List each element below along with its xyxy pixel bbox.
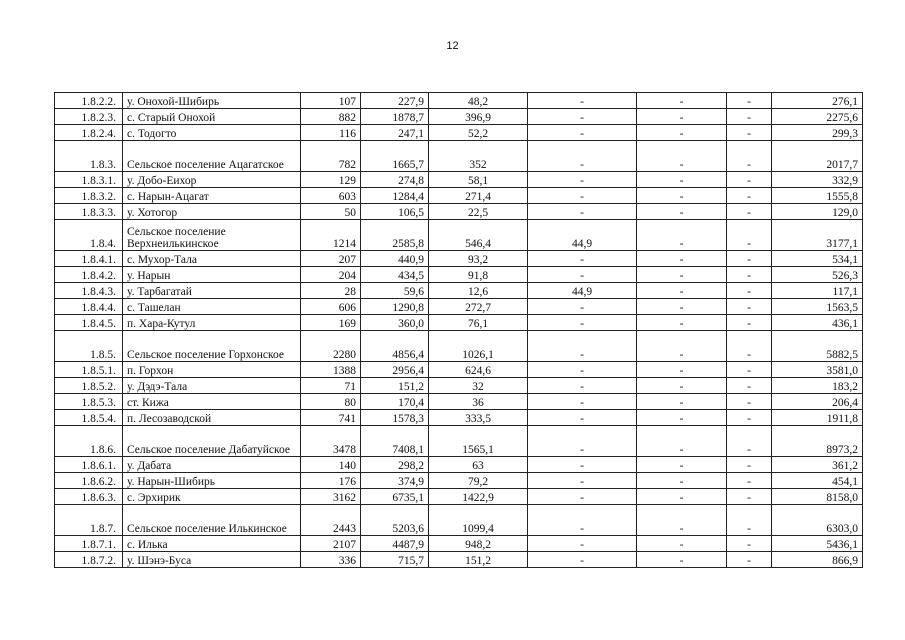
value-cell: -	[528, 141, 637, 172]
row-code-cell: 1.8.2.3.	[55, 109, 123, 125]
value-cell: 715,7	[361, 552, 429, 568]
value-cell: -	[727, 283, 772, 299]
total-cell: 1563,5	[772, 299, 863, 315]
row-name-cell: с. Эрхирик	[123, 489, 301, 505]
row-name-cell: с. Тодогто	[123, 125, 301, 141]
value-cell: 247,1	[361, 125, 429, 141]
value-cell: -	[727, 172, 772, 188]
value-cell: 1878,7	[361, 109, 429, 125]
value-cell: -	[637, 457, 727, 473]
value-cell: -	[727, 394, 772, 410]
value-cell: -	[637, 552, 727, 568]
population-cell: 71	[301, 378, 361, 394]
row-name-cell: Сельское поселение Илькинское	[123, 505, 301, 536]
table-row	[55, 331, 863, 362]
value-cell: 396,9	[429, 109, 528, 125]
table-row	[55, 378, 863, 394]
value-cell: -	[727, 362, 772, 378]
value-cell: -	[727, 378, 772, 394]
table-row	[55, 220, 863, 251]
value-cell: -	[528, 172, 637, 188]
value-cell: -	[528, 93, 637, 109]
value-cell: -	[528, 505, 637, 536]
value-cell: 227,9	[361, 93, 429, 109]
value-cell: -	[528, 315, 637, 331]
row-name-cell: п. Лесозаводской	[123, 410, 301, 426]
value-cell: -	[727, 204, 772, 220]
row-name-cell: с. Мухор-Тала	[123, 251, 301, 267]
total-cell: 117,1	[772, 283, 863, 299]
population-cell: 80	[301, 394, 361, 410]
row-code-cell: 1.8.4.2.	[55, 267, 123, 283]
row-code-cell: 1.8.6.3.	[55, 489, 123, 505]
total-cell: 534,1	[772, 251, 863, 267]
table-row	[55, 426, 863, 457]
value-cell: 352	[429, 141, 528, 172]
value-cell: 1026,1	[429, 331, 528, 362]
value-cell: -	[727, 125, 772, 141]
value-cell: -	[637, 299, 727, 315]
row-code-cell: 1.8.5.4.	[55, 410, 123, 426]
value-cell: -	[637, 109, 727, 125]
row-code-cell: 1.8.7.	[55, 505, 123, 536]
value-cell: -	[727, 267, 772, 283]
value-cell: 546,4	[429, 220, 528, 251]
row-name-cell: у. Нарын	[123, 267, 301, 283]
value-cell: -	[637, 267, 727, 283]
row-code-cell: 1.8.7.1.	[55, 536, 123, 552]
total-cell: 3177,1	[772, 220, 863, 251]
value-cell: -	[528, 125, 637, 141]
table-row	[55, 315, 863, 331]
total-cell: 2275,6	[772, 109, 863, 125]
total-cell: 6303,0	[772, 505, 863, 536]
total-cell: 332,9	[772, 172, 863, 188]
population-cell: 603	[301, 188, 361, 204]
row-name-cell: с. Ташелан	[123, 299, 301, 315]
value-cell: -	[637, 536, 727, 552]
value-cell: 4856,4	[361, 331, 429, 362]
population-cell: 140	[301, 457, 361, 473]
value-cell: 272,7	[429, 299, 528, 315]
population-cell: 176	[301, 473, 361, 489]
value-cell: 52,2	[429, 125, 528, 141]
row-code-cell: 1.8.4.1.	[55, 251, 123, 267]
value-cell: -	[637, 331, 727, 362]
table-row	[55, 251, 863, 267]
value-cell: 12,6	[429, 283, 528, 299]
total-cell: 361,2	[772, 457, 863, 473]
value-cell: 1665,7	[361, 141, 429, 172]
row-name-cell: у. Дабата	[123, 457, 301, 473]
value-cell: -	[528, 204, 637, 220]
value-cell: -	[637, 473, 727, 489]
population-cell: 606	[301, 299, 361, 315]
total-cell: 276,1	[772, 93, 863, 109]
total-cell: 526,3	[772, 267, 863, 283]
value-cell: -	[637, 362, 727, 378]
row-name-cell: у. Нарын-Шибирь	[123, 473, 301, 489]
value-cell: -	[637, 141, 727, 172]
row-name-cell: п. Хара-Кутул	[123, 315, 301, 331]
value-cell: 151,2	[429, 552, 528, 568]
total-cell: 8973,2	[772, 426, 863, 457]
value-cell: 271,4	[429, 188, 528, 204]
row-name-cell: с. Нарын-Ацагат	[123, 188, 301, 204]
value-cell: -	[637, 426, 727, 457]
value-cell: 2956,4	[361, 362, 429, 378]
row-name-cell: у. Хотогор	[123, 204, 301, 220]
population-cell: 3478	[301, 426, 361, 457]
value-cell: -	[727, 536, 772, 552]
total-cell: 206,4	[772, 394, 863, 410]
row-code-cell: 1.8.6.	[55, 426, 123, 457]
value-cell: -	[727, 473, 772, 489]
value-cell: 1422,9	[429, 489, 528, 505]
population-cell: 882	[301, 109, 361, 125]
value-cell: -	[727, 410, 772, 426]
value-cell: -	[727, 331, 772, 362]
total-cell: 183,2	[772, 378, 863, 394]
population-cell: 741	[301, 410, 361, 426]
value-cell: -	[637, 283, 727, 299]
value-cell: -	[637, 93, 727, 109]
value-cell: -	[528, 457, 637, 473]
total-cell: 5882,5	[772, 331, 863, 362]
row-code-cell: 1.8.6.1.	[55, 457, 123, 473]
row-code-cell: 1.8.6.2.	[55, 473, 123, 489]
value-cell: 151,2	[361, 378, 429, 394]
value-cell: -	[727, 489, 772, 505]
value-cell: 2585,8	[361, 220, 429, 251]
row-code-cell: 1.8.4.4.	[55, 299, 123, 315]
table-row	[55, 394, 863, 410]
value-cell: 440,9	[361, 251, 429, 267]
value-cell: -	[727, 315, 772, 331]
value-cell: -	[637, 489, 727, 505]
value-cell: -	[528, 267, 637, 283]
value-cell: 48,2	[429, 93, 528, 109]
population-cell: 50	[301, 204, 361, 220]
table-row	[55, 125, 863, 141]
row-name-cell: с. Илька	[123, 536, 301, 552]
value-cell: -	[528, 378, 637, 394]
population-cell: 116	[301, 125, 361, 141]
value-cell: -	[727, 426, 772, 457]
row-name-cell: у. Добо-Еихор	[123, 172, 301, 188]
population-cell: 782	[301, 141, 361, 172]
table-row	[55, 188, 863, 204]
table-row	[55, 204, 863, 220]
value-cell: -	[528, 426, 637, 457]
value-cell: 360,0	[361, 315, 429, 331]
table-row	[55, 505, 863, 536]
value-cell: 298,2	[361, 457, 429, 473]
table-row	[55, 489, 863, 505]
population-cell: 1388	[301, 362, 361, 378]
table-row	[55, 362, 863, 378]
row-name-cell: у. Шэнэ-Буса	[123, 552, 301, 568]
value-cell: 93,2	[429, 251, 528, 267]
value-cell: 948,2	[429, 536, 528, 552]
page-number: 12	[446, 40, 459, 52]
row-code-cell: 1.8.7.2.	[55, 552, 123, 568]
value-cell: -	[528, 362, 637, 378]
table-row	[55, 552, 863, 568]
value-cell: 170,4	[361, 394, 429, 410]
value-cell: 79,2	[429, 473, 528, 489]
table-row	[55, 410, 863, 426]
population-cell: 107	[301, 93, 361, 109]
table-row	[55, 457, 863, 473]
value-cell: -	[528, 536, 637, 552]
value-cell: 44,9	[528, 283, 637, 299]
value-cell: -	[528, 410, 637, 426]
value-cell: 274,8	[361, 172, 429, 188]
table-row	[55, 172, 863, 188]
value-cell: 5203,6	[361, 505, 429, 536]
value-cell: -	[727, 93, 772, 109]
row-name-cell: п. Горхон	[123, 362, 301, 378]
table-row	[55, 283, 863, 299]
value-cell: -	[637, 315, 727, 331]
table-row	[55, 536, 863, 552]
row-name-cell: ст. Кижа	[123, 394, 301, 410]
value-cell: 374,9	[361, 473, 429, 489]
value-cell: -	[727, 109, 772, 125]
value-cell: 1284,4	[361, 188, 429, 204]
population-cell: 2443	[301, 505, 361, 536]
row-code-cell: 1.8.4.	[55, 220, 123, 251]
row-code-cell: 1.8.3.3.	[55, 204, 123, 220]
value-cell: -	[637, 378, 727, 394]
total-cell: 454,1	[772, 473, 863, 489]
value-cell: -	[727, 552, 772, 568]
value-cell: -	[637, 204, 727, 220]
value-cell: -	[727, 188, 772, 204]
value-cell: -	[637, 172, 727, 188]
row-code-cell: 1.8.5.	[55, 331, 123, 362]
row-code-cell: 1.8.3.2.	[55, 188, 123, 204]
population-cell: 207	[301, 251, 361, 267]
row-code-cell: 1.8.2.4.	[55, 125, 123, 141]
value-cell: -	[528, 109, 637, 125]
value-cell: -	[528, 299, 637, 315]
table-row	[55, 93, 863, 109]
value-cell: -	[727, 299, 772, 315]
value-cell: -	[727, 141, 772, 172]
value-cell: 59,6	[361, 283, 429, 299]
table-row	[55, 141, 863, 172]
value-cell: -	[727, 251, 772, 267]
value-cell: 1290,8	[361, 299, 429, 315]
total-cell: 866,9	[772, 552, 863, 568]
value-cell: 58,1	[429, 172, 528, 188]
total-cell: 2017,7	[772, 141, 863, 172]
value-cell: -	[637, 394, 727, 410]
value-cell: -	[727, 505, 772, 536]
population-cell: 2280	[301, 331, 361, 362]
value-cell: 32	[429, 378, 528, 394]
value-cell: -	[528, 251, 637, 267]
row-code-cell: 1.8.3.	[55, 141, 123, 172]
row-code-cell: 1.8.4.5.	[55, 315, 123, 331]
row-code-cell: 1.8.3.1.	[55, 172, 123, 188]
total-cell: 3581,0	[772, 362, 863, 378]
total-cell: 299,3	[772, 125, 863, 141]
value-cell: 91,8	[429, 267, 528, 283]
value-cell: 1578,3	[361, 410, 429, 426]
value-cell: -	[637, 125, 727, 141]
value-cell: 1565,1	[429, 426, 528, 457]
total-cell: 1911,8	[772, 410, 863, 426]
value-cell: -	[637, 410, 727, 426]
total-cell: 8158,0	[772, 489, 863, 505]
population-cell: 169	[301, 315, 361, 331]
value-cell: -	[637, 505, 727, 536]
table-row	[55, 109, 863, 125]
row-code-cell: 1.8.5.1.	[55, 362, 123, 378]
value-cell: 106,5	[361, 204, 429, 220]
settlement-table	[54, 92, 863, 568]
total-cell: 1555,8	[772, 188, 863, 204]
value-cell: 44,9	[528, 220, 637, 251]
row-name-cell: Сельское поселение Дабатуйское	[123, 426, 301, 457]
population-cell: 204	[301, 267, 361, 283]
value-cell: 22,5	[429, 204, 528, 220]
value-cell: 4487,9	[361, 536, 429, 552]
value-cell: 434,5	[361, 267, 429, 283]
population-cell: 1214	[301, 220, 361, 251]
population-cell: 2107	[301, 536, 361, 552]
row-code-cell: 1.8.4.3.	[55, 283, 123, 299]
value-cell: 333,5	[429, 410, 528, 426]
value-cell: -	[528, 473, 637, 489]
population-cell: 336	[301, 552, 361, 568]
total-cell: 436,1	[772, 315, 863, 331]
value-cell: 624,6	[429, 362, 528, 378]
value-cell: 1099,4	[429, 505, 528, 536]
value-cell: 6735,1	[361, 489, 429, 505]
total-cell: 5436,1	[772, 536, 863, 552]
value-cell: 7408,1	[361, 426, 429, 457]
row-name-cell: Сельское поселение Ацагатское	[123, 141, 301, 172]
value-cell: -	[528, 394, 637, 410]
value-cell: 36	[429, 394, 528, 410]
row-name-cell: Сельское поселение Верхнеилькинское	[123, 220, 301, 251]
table-row	[55, 299, 863, 315]
value-cell: -	[528, 188, 637, 204]
value-cell: -	[528, 489, 637, 505]
value-cell: -	[637, 251, 727, 267]
value-cell: -	[727, 220, 772, 251]
row-name-cell: Сельское поселение Горхонское	[123, 331, 301, 362]
row-name-cell: у. Тарбагатай	[123, 283, 301, 299]
row-name-cell: с. Старый Онохой	[123, 109, 301, 125]
value-cell: 76,1	[429, 315, 528, 331]
population-cell: 129	[301, 172, 361, 188]
table-row	[55, 267, 863, 283]
row-code-cell: 1.8.2.2.	[55, 93, 123, 109]
value-cell: -	[727, 457, 772, 473]
row-name-cell: у. Дэдэ-Тала	[123, 378, 301, 394]
total-cell: 129,0	[772, 204, 863, 220]
value-cell: -	[528, 331, 637, 362]
row-name-cell: у. Онохой-Шибирь	[123, 93, 301, 109]
value-cell: 63	[429, 457, 528, 473]
population-cell: 28	[301, 283, 361, 299]
value-cell: -	[637, 220, 727, 251]
row-code-cell: 1.8.5.3.	[55, 394, 123, 410]
value-cell: -	[637, 188, 727, 204]
row-code-cell: 1.8.5.2.	[55, 378, 123, 394]
table-row	[55, 473, 863, 489]
value-cell: -	[528, 552, 637, 568]
population-cell: 3162	[301, 489, 361, 505]
